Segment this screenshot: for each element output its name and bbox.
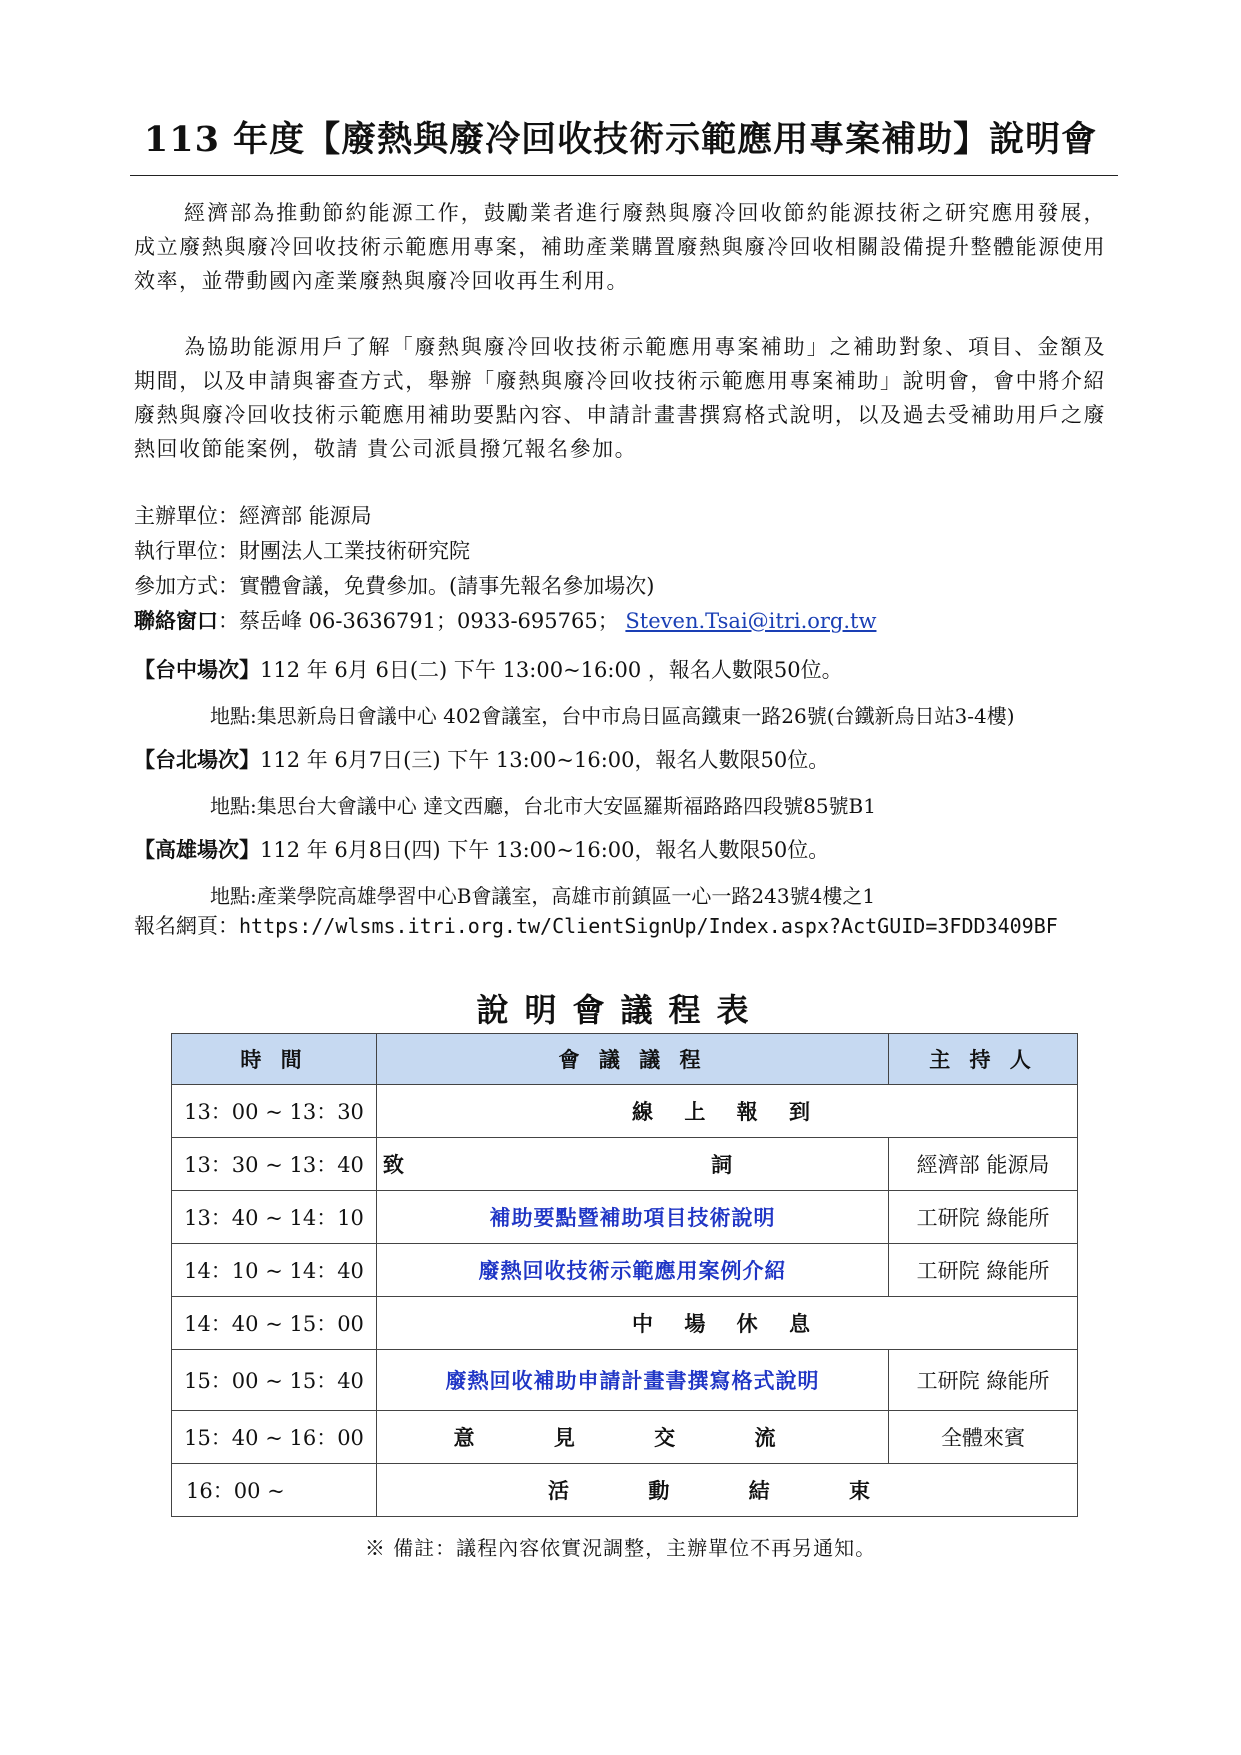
- registration-url[interactable]: https://wlsms.itri.org.tw/ClientSignUp/Index.aspx?ActGUID=3FDD3409BF: [239, 914, 1058, 938]
- table-row: [172, 1085, 1078, 1138]
- header-agenda: 會 議 議 程: [377, 1034, 889, 1085]
- row-time: 14：40 ~ 15：00: [172, 1297, 377, 1350]
- registration-line: [134, 912, 1058, 940]
- row-host: 工研院 綠能所: [889, 1191, 1078, 1244]
- row-item: 廢熱回收補助申請計畫書撰寫格式說明: [377, 1350, 889, 1411]
- row-time: 14：10 ~ 14：40: [172, 1244, 377, 1297]
- table-row: [172, 1138, 1078, 1191]
- header-time: 時 間: [172, 1034, 377, 1085]
- agenda-note: ※ 備註：議程內容依實況調整，主辦單位不再另通知。: [364, 1536, 877, 1560]
- table-row: [172, 1411, 1078, 1464]
- intro-paragraph-1: 經濟部為推動節約能源工作，鼓勵業者進行廢熱與廢冷回收節約能源技術之研究應用發展，成立廢熱與廢冷回收技術示範應用專案，補助產業購置廢熱與廢冷回收相關設備提升整體能源使用效率，並帶動國內產業廢熱與廢冷回收再生利用。: [134, 201, 1106, 293]
- session-label: 【高雄場次】: [134, 837, 260, 862]
- row-item: 廢熱回收技術示範應用案例介紹: [377, 1244, 889, 1297]
- page-title: 113 年度【廢熱與廢冷回收技術示範應用專案補助】說明會: [143, 119, 1098, 160]
- row-time: 15：40 ~ 16：00: [172, 1411, 377, 1464]
- intro-paragraph-2: 為協助能源用戶了解「廢熱與廢冷回收技術示範應用專案補助」之補助對象、項目、金額及期間，以及申請與審查方式，舉辦「廢熱與廢冷回收技術示範應用專案補助」說明會，會中將介紹廢熱與廢冷回收技術示範應用補助要點內容、申請計畫書撰寫格式說明，以及過去受補助用戶之廢熱回收節能案例，敬請 貴公司派員撥冗報名參加。: [134, 335, 1106, 461]
- header-host: 主 持 人: [889, 1034, 1078, 1085]
- table-row: [172, 1244, 1078, 1297]
- session-taipei: [134, 746, 829, 774]
- row-item: 線 上 報 到: [377, 1085, 1078, 1138]
- session-kaohsiung-venue: 地點:產業學院高雄學習中心B會議室，高雄市前鎮區一心一路243號4樓之1: [210, 884, 876, 908]
- table-row: [172, 1297, 1078, 1350]
- row-item: 致 詞: [377, 1138, 889, 1191]
- session-detail: 112 年 6月7日(三) 下午 13:00~16:00，報名人數限50位。: [260, 748, 830, 772]
- title-divider: [130, 175, 1118, 176]
- contact-text: ：蔡岳峰 06-3636791；0933-695765；: [218, 609, 619, 633]
- contact-line: [134, 607, 876, 635]
- row-item: 中 場 休 息: [377, 1297, 1078, 1350]
- registration-label: 報名網頁：: [134, 914, 239, 938]
- row-host: 經濟部 能源局: [889, 1138, 1078, 1191]
- agenda-title: 說明會議程表: [476, 991, 765, 1029]
- contact-email-link[interactable]: Steven.Tsai@itri.org.tw: [625, 609, 877, 633]
- session-detail: 112 年 6月8日(四) 下午 13:00~16:00，報名人數限50位。: [260, 838, 830, 862]
- row-item: 活 動 結 束: [377, 1464, 1078, 1517]
- table-row: [172, 1191, 1078, 1244]
- table-row: [172, 1350, 1078, 1411]
- table-row: [172, 1464, 1078, 1517]
- session-taichung-venue: 地點:集思新烏日會議中心 402會議室，台中市烏日區高鐵東一路26號(台鐵新烏日站3-4樓): [210, 704, 1015, 728]
- session-kaohsiung: [134, 836, 829, 864]
- row-time: 13：40 ~ 14：10: [172, 1191, 377, 1244]
- agenda-header-row: [172, 1034, 1078, 1085]
- executor-line: 執行單位：財團法人工業技術研究院: [134, 539, 470, 563]
- row-host: 工研院 綠能所: [889, 1350, 1078, 1411]
- session-detail: 112 年 6月 6日(二) 下午 13:00~16:00 ，報名人數限50位。: [260, 658, 843, 682]
- session-taipei-venue: 地點:集思台大會議中心 達文西廳，台北市大安區羅斯福路路四段號85號B1: [210, 794, 876, 818]
- row-time: 16：00 ~: [172, 1464, 377, 1517]
- row-host: 全體來賓: [889, 1411, 1078, 1464]
- row-time: 13：30 ~ 13：40: [172, 1138, 377, 1191]
- contact-label: 聯絡窗口: [134, 608, 218, 633]
- row-item: 意 見 交 流: [377, 1411, 889, 1464]
- row-item: 補助要點暨補助項目技術說明: [377, 1191, 889, 1244]
- row-time: 15：00 ~ 15：40: [172, 1350, 377, 1411]
- session-label: 【台北場次】: [134, 747, 260, 772]
- agenda-table: [171, 1033, 1078, 1517]
- row-time: 13：00 ~ 13：30: [172, 1085, 377, 1138]
- method-line: 參加方式：實體會議，免費參加。(請事先報名參加場次): [134, 574, 655, 598]
- session-taichung: [134, 656, 843, 684]
- session-label: 【台中場次】: [134, 657, 260, 682]
- organizer-line: 主辦單位：經濟部 能源局: [134, 504, 372, 528]
- row-host: 工研院 綠能所: [889, 1244, 1078, 1297]
